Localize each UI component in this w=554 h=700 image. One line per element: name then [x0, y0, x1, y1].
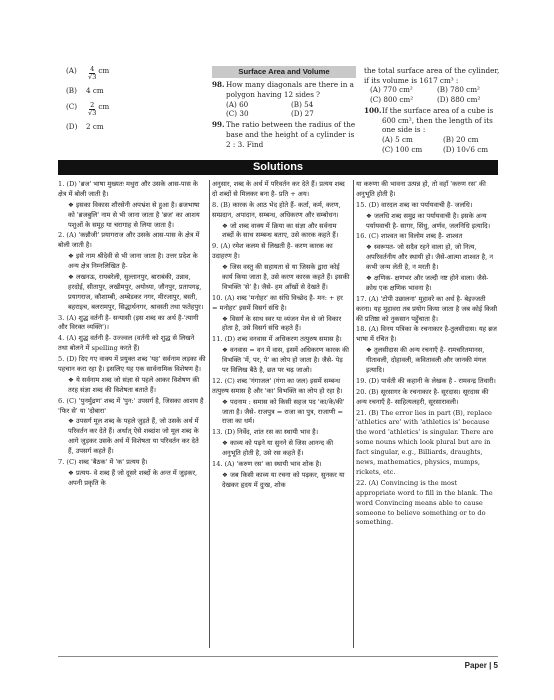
- solution-paragraph: 11. (D) शब्द वनवास में अधिकरण तत्पुरुष समास है।: [212, 335, 342, 344]
- solution-paragraph: ❖ प्रत्यय- वे शब्द हैं जो दूसरे शब्दों के अन्त में जुड़कर, अपनी प्रकृति के: [68, 468, 198, 487]
- page-footer: Paper | 5: [464, 661, 498, 670]
- solution-paragraph: 6. (C) 'पुनर्मुद्रण' शब्द में 'पुन:' उपसर्ग है, जिसका आशय है 'फिर से' या 'दोबारा': [58, 396, 204, 415]
- solution-paragraph: अनुसार, शब्द के अर्थ में परिवर्तन कर देते हैं। प्रत्यय शब्द दो शब्दों से मिलकर बना है- प्रति + अय।: [212, 180, 345, 198]
- solution-paragraph: 20. (B) सूरसागर के रचनाकार है- सूरदास। सूरदास की अन्य रचनाएँ है- साहित्यलहरी, सूरसारावली।: [356, 387, 489, 406]
- solution-paragraph: 18. (A) विनय पत्रिका के रचनाकार है-तुलसीदास। यह ब्रज भाषा में रचित है।: [356, 325, 497, 344]
- footer-label: Paper: [464, 661, 487, 670]
- column-divider: [353, 180, 354, 648]
- solution-paragraph: 17. (A) 'टोपी उछालना' मुहावरे का अर्थ है- बेइज्जती करना। यह मुहावरा तब प्रयोग किया जाता है जब कोई किसी की प्रतिष्ठा को नुकसान पहुँचाता है।: [356, 294, 498, 323]
- solution-paragraph: 21. (B) The error lies in part (B), replace 'athletics are' with 'athletics is' because the word 'athletics' is singular. There are some nouns which look plural but are in fact singular, e.g., Billiards, draughts, news, mathematics, physics, mumps, rickets, etc.: [356, 408, 494, 476]
- solution-paragraph: 16. (C) शाश्वत का विलोम शब्द है- शाश्वत: [356, 232, 463, 241]
- solution-paragraph: ❖ जो शब्द वाक्य में क्रिया का संज्ञा और सर्वनाम शब्दों के साथ सम्बन्ध बताए, उसे कारक कहते हैं।: [222, 221, 339, 240]
- solution-paragraph: ❖ इसे नाम श्रीदेवी से भी जाना जाता है। उत्तर प्रदेश के अन्य क्षेत्र निम्नलिखित है-: [68, 252, 198, 271]
- solution-paragraph: 9. (A) रमेश कलम से लिखती है- करण कारक का उदाहरण है।: [212, 242, 333, 261]
- solution-paragraph: ❖ जिस वस्तु की सहायता से या जिसके द्वारा कोई कार्य किया जाता है, उसे करण कारक कहते हैं। इसकी विभक्ति 'से' है। जैसे- हम आँखों से देखते हैं।: [222, 263, 350, 291]
- solution-paragraph: ❖ विसर्ग के साथ स्वर या व्यंजन मेल से जो विकार होता है, उसे विसर्ग संधि कहते हैं।: [222, 314, 342, 333]
- options-column-2: [212, 66, 356, 149]
- question-98: 98. How many diagonals are there in a polygon having 12 sides ?: [212, 80, 354, 99]
- footer-rule: [58, 656, 498, 657]
- solution-paragraph: ❖ काव्य को पढ़ने या सुनने से जिस आनन्द की अनुभूति होती है, उसे रस कहते हैं।: [222, 439, 334, 458]
- question-100-options: (A) 5 cm (B) 20 cm (C) 100 cm (D) 10√6 cm: [382, 135, 489, 154]
- question-100: 100. If the surface area of a cube is 600 cm², then the length of its one side is :: [364, 105, 494, 135]
- option-a: (A) $\frac{4}{√3}$ cm: [66, 65, 110, 81]
- solution-paragraph: 4. (A) शुद्ध वर्तनी है- उज्ज्वल (वर्तनी को शुद्ध से लिखने तथा बोलने में spelling करते हैं): [58, 334, 195, 353]
- section-heading: Surface Area and Volume: [212, 66, 356, 78]
- option-b: (B) 4 cm: [66, 86, 104, 96]
- solution-paragraph: ❖ पदनाम : समास को किसी सहज पद 'का/के/की' जाता है। जैसे- राजपुत्र = राजा का पुत्र, राजाणी = राजा का धर्म।: [222, 397, 345, 426]
- solution-paragraph: 12. (C) शब्द 'गंगाजल' (गंगा का जल) इसमें सम्बन्ध तत्पुरुष समास है और 'का' विभक्ति का लोप हो रहा है।: [212, 376, 343, 395]
- question-98-options: (A) 60 (B) 54 (C) 30 (D) 27: [226, 99, 314, 119]
- solution-paragraph: ❖ लखनऊ, रायबरेली, सुल्तानपुर, बाराबंकी, उन्नाव, हरदोई, सीतापुर, लखीमपुर, अयोध्या, जौनपुर, प्रतापगढ़, प्रयागराज, कौशाम्बी, अम्बेडकर नगर, मीरजापुर, बस्ती, बहराइच, बलरामपुर, सिद्धार्थनगर, श्रावस्ती तथा फतेहपुर।: [68, 273, 204, 311]
- solution-paragraph: 15. (D) वारदल शब्द का पर्यायवाची है- जलधि।: [356, 200, 473, 209]
- solution-paragraph: 13. (D) निर्वेद, शांत रस का स्थायी भाव है।: [212, 428, 319, 437]
- fraction: $\frac{4}{√3}$: [88, 65, 97, 81]
- solution-paragraph: 5. (D) दिए गए वाक्य में प्रयुक्त शब्द 'यह' सर्वनाम लड़का की पहचान करा रहा है। इसलिए यह एक सार्वनामिक विशेषण है।: [58, 355, 206, 374]
- solution-paragraph: ❖ ये सर्वनाम शब्द जो संज्ञा से पहले आकर विशेषण की तरह संज्ञा शब्द की विशेषता बताते हैं।: [68, 375, 200, 394]
- solution-paragraph: ❖ स्वरूपत- जो सदैव रहने वाला हो, जो नित्य, अपरिवर्तनीय और स्थायी हो। जैसे-आत्मा शाश्वत है, न कभी जन्म लेती है, न मरती है।: [366, 243, 494, 272]
- solutions-column-1: [58, 180, 206, 490]
- solution-paragraph: 2. (A) 'कन्नौजी' प्रयागराज और उसके आस-पास के क्षेत्र में बोली जाती है।: [58, 231, 200, 250]
- solution-paragraph: 19. (D) पार्वती की कहानी के लेखक है - रामवन्द्र तिवारी।: [356, 376, 496, 385]
- solution-paragraph: 10. (A) शब्द 'मनोहर' का संधि विच्छेद है- मन: + हर = मनोहर' इसमें विसर्ग संधि है।: [212, 293, 343, 312]
- solution-paragraph: 14. (A) 'करुण रस' का स्थायी भाव शोक है।: [212, 460, 322, 469]
- solutions-column-3: [356, 180, 498, 529]
- options-column-1: [66, 66, 204, 138]
- solutions-column-2: [212, 180, 350, 492]
- page-number: 5: [493, 661, 498, 670]
- solution-paragraph: 22. (A) Convincing is the most appropriate word to fill in the blank. The word Convincing means able to cause someone to believe something or to do something.: [356, 478, 493, 527]
- column-divider: [209, 180, 210, 648]
- option-c: (C) $\frac{2}{√3}$ cm: [66, 100, 110, 117]
- solution-paragraph: ❖ जलधि शब्द समुद्र का पर्यायवाची है। इसके अन्य पर्यायवाची है- सागर, सिंधु, अर्णव, जलनिधि इत्यादि।: [366, 211, 491, 230]
- solution-paragraph: ❖ क्षणिक- क्षणभर और जल्दी नष्ट होने वाला। जैसे- क्रोध एक क्षणिक भावना है।: [366, 274, 489, 292]
- solution-paragraph: 8. (B) कारक के आठ भेद होते हैं- कर्ता, कर्म, करण, सम्प्रदान, अपादान, सम्बन्ध, अधिकरण और सम्बोधन।: [212, 200, 341, 219]
- solutions-heading: Solutions: [58, 160, 498, 175]
- fraction: $\frac{2}{√3}$: [88, 100, 97, 117]
- solution-paragraph: 3. (A) शुद्ध वर्तनी है- सन्यासी (इस शब्द का अर्थ है-'त्यागी और विरक्त व्यक्ति')।: [58, 313, 199, 332]
- solution-paragraph: 1. (D) 'ब्रज' भाषा मुख्यतः मथुरा और उसके आस-पास के क्षेत्र में बोली जाती है।: [58, 180, 198, 198]
- solution-paragraph: 7. (C) शब्द 'बैठक' में 'क' प्रत्यय है।: [58, 458, 148, 467]
- question-99: 99. The ratio between the radius of the base and the height of a cylinder is 2 : 3. Find: [212, 120, 356, 149]
- solution-paragraph: ❖ वनवास = वन में वास, इसमें अधिकरण कारक की विभक्ति 'में, पर, पे' का लोप हो जाता है। जैसे- पेड़ पर विलिख बैठे है, छत पर चढ़ जाओ।: [222, 346, 349, 375]
- option-d: (D) 2 cm: [66, 122, 104, 132]
- question-99-options: (A) 770 cm² (B) 780 cm² (C) 800 cm² (D) 880 cm²: [370, 85, 481, 105]
- solution-paragraph: ❖ तुलसीदास की अन्य रचनाएँ है- रामचरितमानस, गीतावली, दोहावली, कवितावली और जानकी मंगल इत्यादि।: [366, 346, 487, 375]
- solution-paragraph: ❖ उपसर्ग मूल शब्द के पहले जुड़ते हैं, जो उसके अर्थ में परिवर्तन कर देते हैं। अर्थात् ऐसे शब्दांश जो मूल शब्द के आगे जुड़कर उसके अर्थ में विशेषता या परिवर्तन कर देते हैं, उपसर्ग कहते हैं।: [68, 417, 199, 456]
- question-99-continued: the total surface area of the cylinder, if its volume is 1617 cm³ :: [364, 66, 500, 85]
- solution-paragraph: या करुणा की भावना उत्पन्न हो, तो वहाँ 'करुण रस' की अनुभूति होती है।: [356, 180, 486, 198]
- previous-questions: [58, 66, 498, 162]
- solution-paragraph: ❖ जब किसी काव्य या रचना को पढ़कर, सुनकर या देखकर हृदय में दुःख, शोक: [222, 470, 345, 489]
- solution-paragraph: ❖ इसका विकास शौरसेनी अपभ्रंश से हुआ है। ब्रजभाषा को 'ब्रजबुलि' नाम से भी जाना जाता है 'ब्रज' का आशय पशुओं के समूह या चरागाह से लिया जाता है।: [68, 200, 200, 229]
- options-column-3: [364, 66, 504, 154]
